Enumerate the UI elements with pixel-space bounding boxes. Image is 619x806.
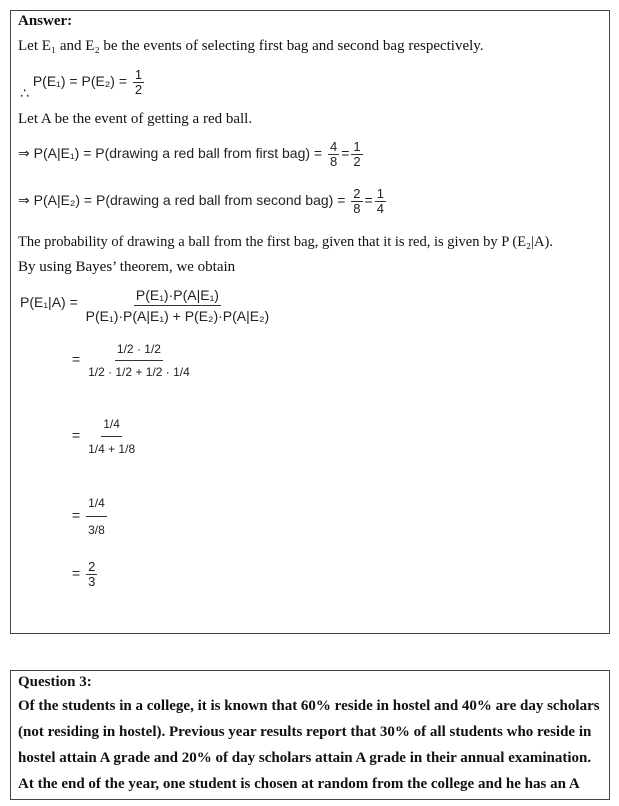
- question-line-3: hostel attain A grade and 20% of day scholars attain A grade in their annual examination.: [18, 750, 592, 766]
- eq-prior-frac: $\frac{1}{2}$: [134, 67, 143, 97]
- bayes-formula: P(E₁|A) = $\frac{\text{P(E₁)·P(A|E₁)}}{\text{P(E₁)·P(A|E₁) + P(E₂)·P(A|E₂)}}$: [20, 287, 270, 324]
- question-heading: Question 3:: [18, 674, 92, 690]
- step-3: = $\frac{1/4}{3/8}$: [72, 490, 109, 543]
- bayes-frac: $\frac{\text{P(E₁)·P(A|E₁)}}{\text{P(E₁)·P(A|E₁) + P(E₂)·P(A|E₂)}}$: [85, 287, 270, 324]
- step-1-frac: $\frac{1/2 \cdot 1/2}{1/2 \cdot 1/2 + 1/2 \cdot 1/4}$: [86, 338, 192, 383]
- eq-prior-lhs: P(E₁) = P(E₂) =: [32, 73, 127, 90]
- step-2-frac: $\frac{1/4}{1/4 + 1/8}$: [86, 412, 137, 461]
- answer-heading: Answer:: [18, 13, 73, 29]
- step-4: = $\frac{2}{3}$: [72, 559, 96, 589]
- answer-line-1: Let E₁ and E₂ be the events of selecting first bag and second bag respectively.: [18, 38, 484, 54]
- eq-likelihood-1: ⇒ P(A|E₁) = P(drawing a red ball from first bag) = $\frac{4}{8}$ = $\frac{1}{2}$: [18, 139, 361, 169]
- answer-line-4: By using Bayes’ theorem, we obtain: [18, 259, 236, 275]
- step-2: = $\frac{1/4}{1/4 + 1/8}$: [72, 412, 139, 461]
- question-line-1: Of the students in a college, it is known that 60% reside in hostel and 40% are day scholars: [18, 698, 600, 714]
- eq-likelihood-2: ⇒ P(A|E₂) = P(drawing a red ball from second bag) = $\frac{2}{8}$ = $\frac{1}{4}$: [18, 186, 384, 216]
- step-1: = $\frac{1/2 \cdot 1/2}{1/2 \cdot 1/2 + 1/2 \cdot 1/4}$: [72, 338, 194, 383]
- step-4-frac: $\frac{2}{3}$: [88, 559, 96, 589]
- eq-prior: [20, 67, 146, 102]
- answer-line-2: Let A be the event of getting a red ball.: [18, 111, 253, 127]
- answer-line-3: The probability of drawing a ball from the first bag, given that it is red, is given by P (E₂|A).: [18, 234, 553, 250]
- question-line-4: At the end of the year, one student is chosen at random from the college and he has an A: [18, 776, 580, 792]
- question-line-2: (not residing in hostel). Previous year results report that 30% of all students who reside in: [18, 724, 592, 740]
- therefore-symbol: ∴: [20, 85, 29, 102]
- step-3-frac: $\frac{1/4}{3/8}$: [86, 490, 107, 543]
